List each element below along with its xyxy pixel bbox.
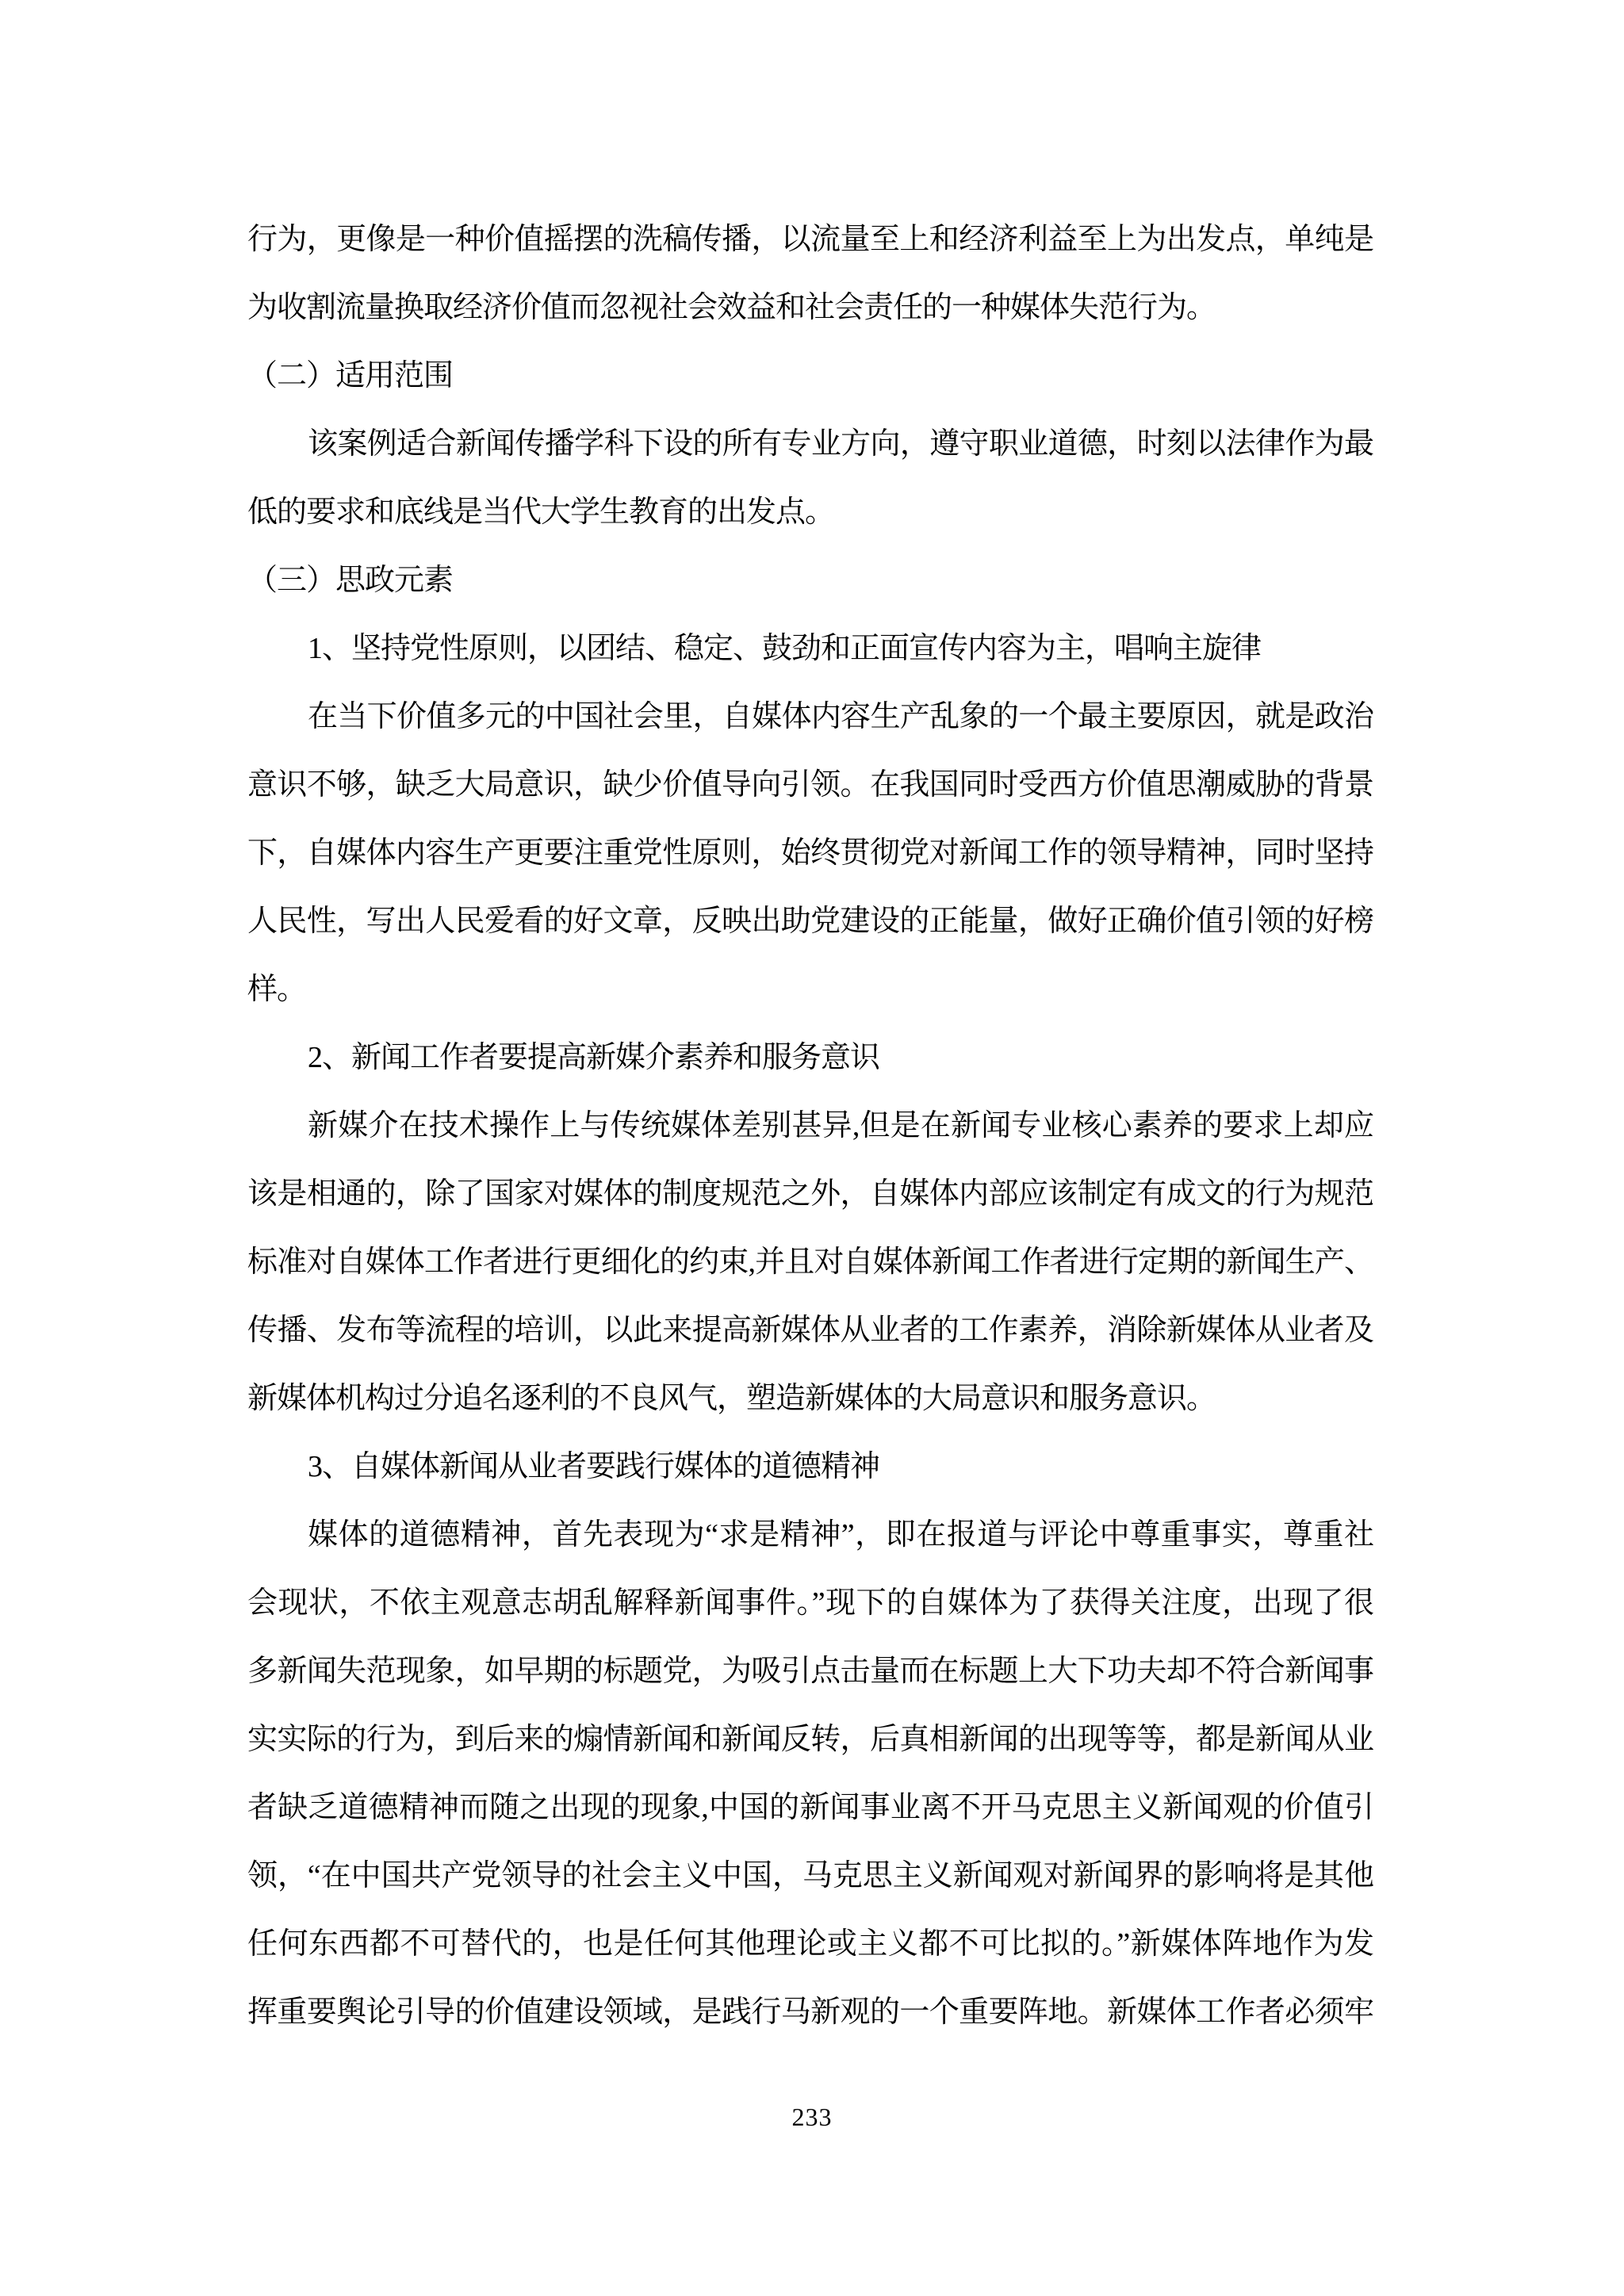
- text-line: 多新闻失范现象，如早期的标题党，为吸引点击量而在标题上大下功夫却不符合新闻事: [247, 1655, 1373, 1688]
- text-line: 该是相通的，除了国家对媒体的制度规范之外，自媒体内部应该制定有成文的行为规范: [247, 1177, 1373, 1211]
- document-body: [247, 205, 1373, 2046]
- text-line: 人民性，写出人民爱看的好文章，反映出助党建设的正能量，做好正确价值引领的好榜: [247, 905, 1373, 938]
- text-line: 下，自媒体内容生产更要注重党性原则，始终贯彻党对新闻工作的领导精神，同时坚持: [247, 836, 1373, 870]
- text-line: 标准对自媒体工作者进行更细化的约束,并且对自媒体新闻工作者进行定期的新闻生产、: [247, 1246, 1373, 1279]
- text-line: 新媒介在技术操作上与传统媒体差别甚异,但是在新闻专业核心素养的要求上却应: [308, 1109, 1373, 1142]
- text-line: 领，“在中国共产党领导的社会主义中国，马克思主义新闻观对新闻界的影响将是其他: [247, 1859, 1373, 1892]
- text-line: 在当下价值多元的中国社会里，自媒体内容生产乱象的一个最主要原因，就是政治: [308, 700, 1373, 733]
- text-line: 媒体的道德精神，首先表现为“求是精神”，即在报道与评论中尊重事实，尊重社: [308, 1518, 1373, 1552]
- text-line: 挥重要舆论引导的价值建设领域，是践行马新观的一个重要阵地。新媒体工作者必须牢: [247, 1996, 1373, 2029]
- text-line: 实实际的行为，到后来的煽情新闻和新闻反转，后真相新闻的出现等等，都是新闻从业: [247, 1723, 1373, 1756]
- list-item-heading: 2、新闻工作者要提高新媒介素养和服务意识: [308, 1041, 880, 1074]
- text-line: 新媒体机构过分追名逐利的不良风气，塑造新媒体的大局意识和服务意识。: [247, 1382, 1216, 1415]
- section-heading: （三）思政元素: [247, 564, 454, 597]
- page-number: 233: [791, 2103, 833, 2131]
- text-line: 任何东西都不可替代的，也是任何其他理论或主义都不可比拟的。”新媒体阵地作为发: [247, 1927, 1373, 1961]
- text-line: 样。: [247, 973, 307, 1006]
- list-item-heading: 3、自媒体新闻从业者要践行媒体的道德精神: [308, 1450, 880, 1483]
- section-heading: （二）适用范围: [247, 359, 454, 392]
- text-line: 会现状，不依主观意志胡乱解释新闻事件。”现下的自媒体为了获得关注度，出现了很: [247, 1586, 1373, 1620]
- text-line: 意识不够，缺乏大局意识，缺少价值导向引领。在我国同时受西方价值思潮威胁的背景: [247, 768, 1373, 802]
- text-line: 行为，更像是一种价值摇摆的洗稿传播，以流量至上和经济利益至上为出发点，单纯是: [247, 223, 1373, 256]
- text-line: 者缺乏道德精神而随之出现的现象,中国的新闻事业离不开马克思主义新闻观的价值引: [247, 1791, 1373, 1824]
- list-item-heading: 1、坚持党性原则，以团结、稳定、鼓劲和正面宣传内容为主，唱响主旋律: [308, 632, 1262, 665]
- text-line: 为收割流量换取经济价值而忽视社会效益和社会责任的一种媒体失范行为。: [247, 291, 1216, 324]
- text-line: 该案例适合新闻传播学科下设的所有专业方向，遵守职业道德，时刻以法律作为最: [308, 427, 1373, 461]
- text-line: 低的要求和底线是当代大学生教育的出发点。: [247, 496, 835, 529]
- text-line: 传播、发布等流程的培训，以此来提高新媒体从业者的工作素养，消除新媒体从业者及: [247, 1314, 1373, 1347]
